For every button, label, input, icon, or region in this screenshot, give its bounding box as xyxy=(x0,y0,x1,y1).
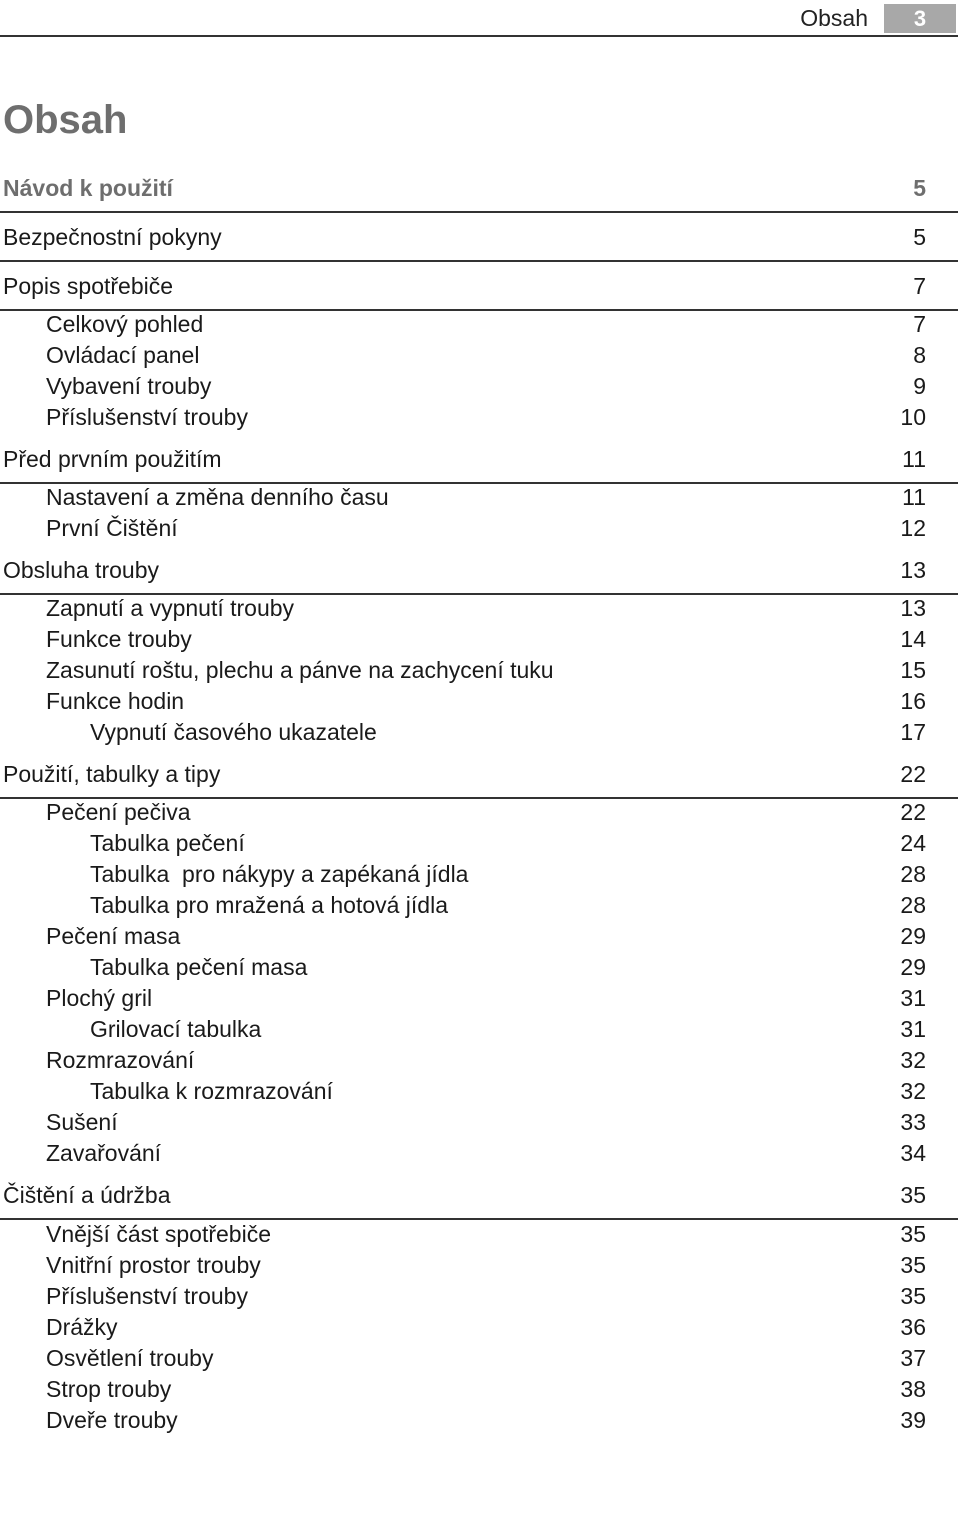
toc-entry-label: První Čištění xyxy=(46,515,178,541)
toc-entry[interactable] xyxy=(0,1405,958,1436)
toc-entry-page: 35 xyxy=(900,1182,926,1208)
toc-entry[interactable] xyxy=(0,686,958,717)
toc-entry-bezpecnost[interactable] xyxy=(0,222,958,253)
toc-entry[interactable] xyxy=(0,890,958,921)
toc-entry-page: 8 xyxy=(913,342,926,368)
toc-entry-page: 13 xyxy=(900,557,926,583)
toc-entry[interactable] xyxy=(0,828,958,859)
toc-entry-label: Návod k použití xyxy=(3,175,173,201)
toc-entry-page: 31 xyxy=(900,985,926,1011)
toc-entry-page: 7 xyxy=(913,273,926,299)
toc-entry-label: Vnější část spotřebiče xyxy=(46,1221,272,1247)
toc-entry[interactable] xyxy=(0,309,958,340)
toc-entry[interactable] xyxy=(0,624,958,655)
toc-entry-label: Plochý gril xyxy=(46,985,153,1011)
toc-entry-page: 29 xyxy=(900,954,926,980)
toc-entry-label: Bezpečnostní pokyny xyxy=(3,224,222,250)
toc-entry-label: Dveře trouby xyxy=(46,1407,178,1433)
toc-entry-label: Grilovací tabulka xyxy=(90,1016,262,1042)
toc-entry-page: 11 xyxy=(902,484,926,510)
toc-entry[interactable] xyxy=(0,1374,958,1405)
toc-entry[interactable] xyxy=(0,1014,958,1045)
toc-entry-label: Vybavení trouby xyxy=(46,373,212,399)
toc-entry-label: Před prvním použitím xyxy=(3,446,222,472)
toc-entry-page: 5 xyxy=(913,175,926,201)
toc-entry-page: 34 xyxy=(900,1140,926,1166)
toc-entry[interactable] xyxy=(0,983,958,1014)
toc-entry-label: Tabulka k rozmrazování xyxy=(90,1078,333,1104)
toc-entry[interactable] xyxy=(0,1312,958,1343)
toc-entry-label: Zavařování xyxy=(46,1140,162,1166)
toc-entry-label: Funkce trouby xyxy=(46,626,192,652)
toc-entry-label: Příslušenství trouby xyxy=(46,404,248,430)
toc-entry[interactable] xyxy=(0,1250,958,1281)
toc-entry-page: 12 xyxy=(900,515,926,541)
toc-entry[interactable] xyxy=(0,1219,958,1250)
toc-entry-label: Příslušenství trouby xyxy=(46,1283,248,1309)
toc-entry-page: 5 xyxy=(913,224,926,250)
toc-entry-page: 22 xyxy=(900,761,926,787)
toc-entry-page: 17 xyxy=(900,719,926,745)
toc-entry-cisteni[interactable] xyxy=(0,1180,958,1211)
toc-entry-obsluha[interactable] xyxy=(0,555,958,586)
toc-entry-label: Popis spotřebiče xyxy=(3,273,174,299)
toc-entry[interactable] xyxy=(0,859,958,890)
toc-entry[interactable] xyxy=(0,1281,958,1312)
toc-entry[interactable] xyxy=(0,402,958,433)
toc-entry-page: 39 xyxy=(900,1407,926,1433)
toc-entry-page: 9 xyxy=(913,373,926,399)
toc-entry-page: 10 xyxy=(900,404,926,430)
header-section-label: Obsah xyxy=(800,5,868,31)
toc-entry[interactable] xyxy=(0,717,958,748)
toc-entry-page: 37 xyxy=(900,1345,926,1371)
toc-entry-page: 35 xyxy=(900,1221,926,1247)
toc-entry-label: Vypnutí časového ukazatele xyxy=(90,719,377,745)
toc-entry-page: 11 xyxy=(902,446,926,472)
toc-entry-label: Tabulka pro nákypy a zapékaná jídla xyxy=(90,861,469,887)
toc-entry-label: Zapnutí a vypnutí trouby xyxy=(46,595,295,621)
toc-entry-label: Sušení xyxy=(46,1109,118,1135)
toc-entry-page: 35 xyxy=(900,1283,926,1309)
toc-entry-page: 36 xyxy=(900,1314,926,1340)
toc-entry-popis[interactable] xyxy=(0,271,958,302)
toc-entry-label: Obsluha trouby xyxy=(3,557,159,583)
toc-entry-label: Pečení masa xyxy=(46,923,181,949)
toc-entry-page: 28 xyxy=(900,861,926,887)
toc-entry-label: Tabulka pečení masa xyxy=(90,954,308,980)
header-divider xyxy=(0,35,958,37)
toc-entry-page: 29 xyxy=(900,923,926,949)
toc-entry[interactable] xyxy=(0,1343,958,1374)
toc-entry[interactable] xyxy=(0,655,958,686)
toc-entry[interactable] xyxy=(0,952,958,983)
toc-entry-label: Použití, tabulky a tipy xyxy=(3,761,221,787)
toc-entry-page: 32 xyxy=(900,1047,926,1073)
toc-entry[interactable] xyxy=(0,1045,958,1076)
toc-entry[interactable] xyxy=(0,921,958,952)
page-number-badge: 3 xyxy=(884,4,956,33)
toc-entry-label: Celkový pohled xyxy=(46,311,204,337)
toc-entry-label: Funkce hodin xyxy=(46,688,185,714)
toc-entry-page: 14 xyxy=(900,626,926,652)
toc-entry-page: 28 xyxy=(900,892,926,918)
toc-entry-page: 31 xyxy=(900,1016,926,1042)
toc-entry-page: 32 xyxy=(900,1078,926,1104)
toc-entry-page: 35 xyxy=(900,1252,926,1278)
toc-entry[interactable] xyxy=(0,1076,958,1107)
toc-entry-label: Pečení pečiva xyxy=(46,799,191,825)
toc-entry-label: Tabulka pečení xyxy=(90,830,245,856)
toc-entry-page: 16 xyxy=(900,688,926,714)
toc-entry[interactable] xyxy=(0,1138,958,1169)
toc-entry-page: 7 xyxy=(913,311,926,337)
page-title: Obsah xyxy=(3,98,128,142)
toc-entry-pouziti[interactable] xyxy=(0,759,958,790)
toc-entry[interactable] xyxy=(0,340,958,371)
toc-entry-label: Strop trouby xyxy=(46,1376,172,1402)
toc-entry-label: Rozmrazování xyxy=(46,1047,195,1073)
toc-entry-page: 24 xyxy=(900,830,926,856)
toc-entry-label: Ovládací panel xyxy=(46,342,200,368)
toc-entry[interactable] xyxy=(0,371,958,402)
toc-entry[interactable] xyxy=(0,593,958,624)
toc-entry-page: 33 xyxy=(900,1109,926,1135)
toc-entry-label: Drážky xyxy=(46,1314,118,1340)
toc-entry-navod[interactable] xyxy=(0,173,958,204)
toc-entry-page: 13 xyxy=(900,595,926,621)
toc-entry[interactable] xyxy=(0,1107,958,1138)
toc-entry[interactable] xyxy=(0,797,958,828)
toc-entry-label: Nastavení a změna denního času xyxy=(46,484,389,510)
toc-entry-label: Zasunutí roštu, plechu a pánve na zachycení tuku xyxy=(46,657,554,683)
toc-entry-label: Čištění a údržba xyxy=(3,1182,171,1208)
toc-entry-pred-pouzitim[interactable] xyxy=(0,444,958,475)
toc-entry-page: 38 xyxy=(900,1376,926,1402)
toc-entry-label: Vnitřní prostor trouby xyxy=(46,1252,261,1278)
toc-entry-label: Tabulka pro mražená a hotová jídla xyxy=(90,892,448,918)
toc-entry[interactable] xyxy=(0,513,958,544)
toc-entry-page: 15 xyxy=(900,657,926,683)
toc-entry[interactable] xyxy=(0,482,958,513)
toc-entry-page: 22 xyxy=(900,799,926,825)
toc-entry-label: Osvětlení trouby xyxy=(46,1345,214,1371)
